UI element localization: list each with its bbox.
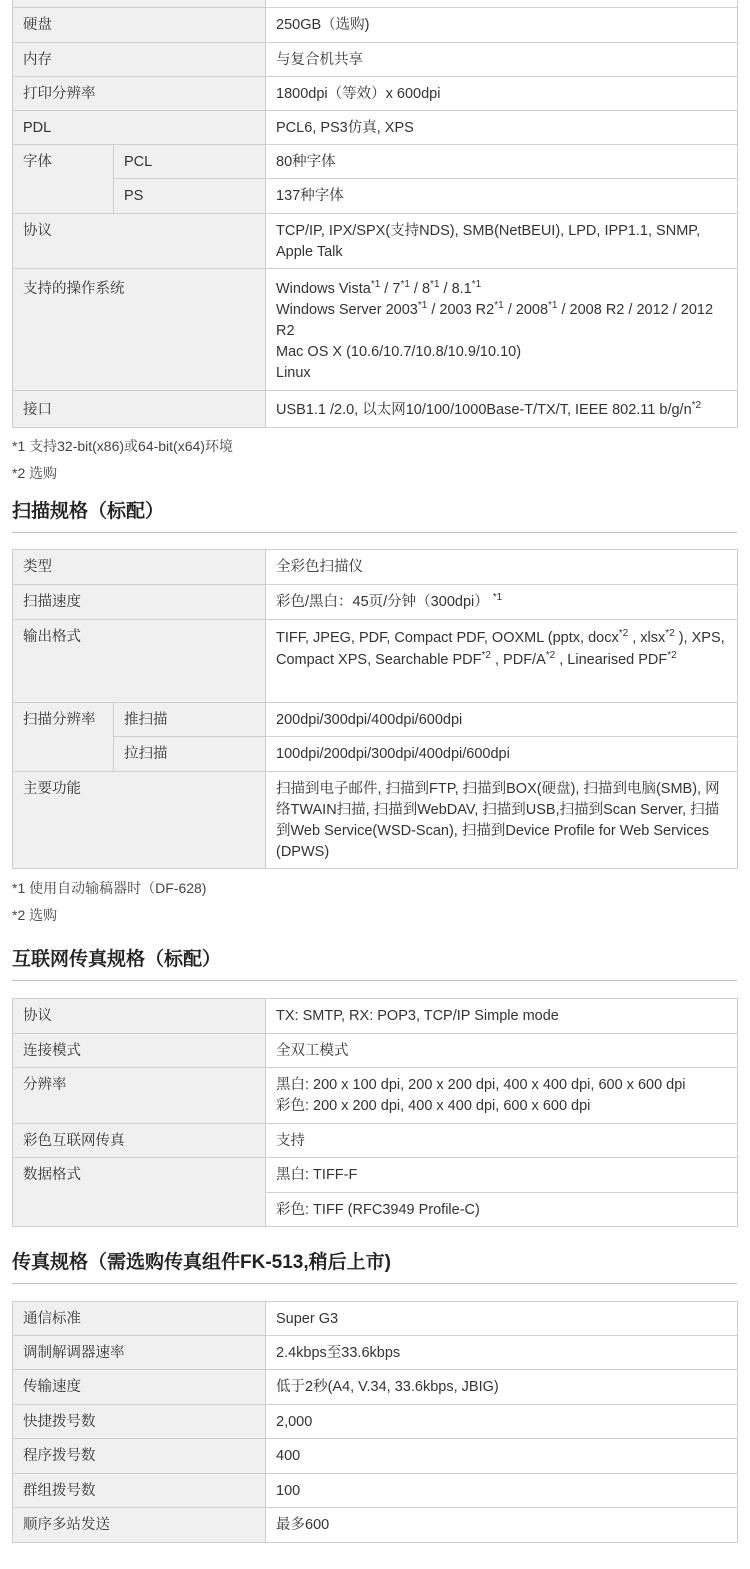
table-row [13,772,738,869]
table-row [13,1474,738,1508]
footnote: *2 选购 [12,907,58,923]
row-label: 调制解调器速率 [13,1336,266,1370]
table-row [13,214,738,269]
section-title: 传真规格（需选购传真组件FK-513,稍后上市) [12,1251,737,1284]
row-value: 250GB（选购) [266,8,738,43]
fax-spec-table [12,1301,738,1543]
row-value: 低于2秒(A4, V.34, 33.6kbps, JBIG) [266,1370,738,1405]
table-row [13,179,738,214]
row-label: 分辨率 [13,1068,266,1124]
row-label: 群组拨号数 [13,1474,266,1508]
row-label: 协议 [13,214,266,269]
table-row [13,1405,738,1439]
ifax-spec-table [12,998,738,1227]
os-line: Linux [276,365,311,381]
row-value: 黑白: TIFF-F [266,1158,738,1193]
row-label: 传输速度 [13,1370,266,1405]
footnote: *1 使用自动输稿器时（DF-628) [12,880,207,896]
sub-label: 拉扫描 [114,737,266,772]
row-value: Super G3 [266,1302,738,1336]
row-label: 硬盘 [13,8,266,43]
table-row [13,1158,738,1193]
row-value: 400 [266,1439,738,1474]
os-line: Windows Server 2003$^{*1}$ / 2003 R2$^{*1}$ / 2008$^{*1}$ / 2008 R2 / 2012 / 2012 R2 [276,300,714,339]
os-line: Mac OS X (10.6/10.7/10.8/10.9/10.10) [276,344,522,360]
table-row [13,1336,738,1370]
row-value: 2.4kbps至33.6kbps [266,1336,738,1370]
sub-label: PS [114,179,266,214]
row-value: 200dpi/300dpi/400dpi/600dpi [266,703,738,737]
row-label: 通信标准 [13,1302,266,1336]
row-label: 接口 [13,391,266,428]
row-value: 2,000 [266,1405,738,1439]
table-row [13,1068,738,1124]
row-label: 字体 [13,145,114,214]
sub-label: PCL [114,145,266,179]
row-label: 协议 [13,999,266,1034]
sub-label: 推扫描 [114,703,266,737]
row-label: 连接模式 [13,1034,266,1068]
row-label: 数据格式 [13,1158,266,1227]
table-row [13,43,738,77]
row-value: TIFF, JPEG, PDF, Compact PDF, OOXML (pptx, docx$^{*2}$ , xlsx$^{*2}$ ), XPS, Compact XPS, Searchable PDF$^{*2}$ , PDF/$A^{*2}$ , Linearised PDF$^{*2}$ [266,620,738,703]
row-label: 扫描速度 [13,585,266,620]
table-row [13,1124,738,1158]
table-row [13,391,738,428]
row-label: 输出格式 [13,620,266,703]
table-row [13,1302,738,1336]
table-row [13,145,738,179]
footnote: *2 选购 [12,465,58,481]
table-row [13,77,738,111]
row-label: 扫描分辨率 [13,703,114,772]
row-value [266,269,738,391]
row-value: 扫描到电子邮件, 扫描到FTP, 扫描到BOX(硬盘), 扫描到电脑(SMB), 网络TWAIN扫描, 扫描到WebDAV, 扫描到USB,扫描到Scan Server, 扫描到Web Service(WSD-Scan), 扫描到Device Profile for Web Services (DPWS) [266,772,738,869]
row-value: 80种字体 [266,145,738,179]
table-row [13,999,738,1034]
row-label: 程序拨号数 [13,1439,266,1474]
table-row [13,111,738,145]
row-value: 彩色/黑白：45页/分钟（300dpi） $^{*1}$ [266,585,738,620]
footnote: *1 支持32-bit(x86)或64-bit(x64)环境 [12,438,233,454]
table-row [13,703,738,737]
printer-spec-table [12,0,738,428]
row-label: 类型 [13,550,266,585]
scan-spec-table [12,549,738,869]
table-row [13,269,738,391]
table-row [13,737,738,772]
table-row [13,1370,738,1405]
row-value: TX: SMTP, RX: POP3, TCP/IP Simple mode [266,999,738,1034]
row-value: 100dpi/200dpi/300dpi/400dpi/600dpi [266,737,738,772]
row-value: TCP/IP, IPX/SPX(支持NDS), SMB(NetBEUI), LPD, IPP1.1, SNMP, Apple Talk [266,214,738,269]
table-row [13,8,738,43]
row-value: 全彩色扫描仪 [266,550,738,585]
row-value: 与复合机共享 [266,43,738,77]
row-label: 顺序多站发送 [13,1508,266,1543]
row-label: 支持的操作系统 [13,269,266,391]
table-row [13,1439,738,1474]
row-value: 137种字体 [266,179,738,214]
table-row [13,0,738,8]
row-value: PCL6, PS3仿真, XPS [266,111,738,145]
row-value: 最多600 [266,1508,738,1543]
row-value: 黑白: 200 x 100 dpi, 200 x 200 dpi, 400 x 400 dpi, 600 x 600 dpi 彩色: 200 x 200 dpi, 400 x 400 dpi, 600 x 600 dpi [266,1068,738,1124]
section-title: 扫描规格（标配） [12,500,737,533]
row-value: 1800dpi（等效）x 600dpi [266,77,738,111]
row-label: 内存 [13,43,266,77]
section-title: 互联网传真规格（标配） [12,948,737,981]
row-value: 彩色: TIFF (RFC3949 Profile-C) [266,1193,738,1227]
row-label: PDL [13,111,266,145]
row-label: 打印分辨率 [13,77,266,111]
table-row [13,585,738,620]
table-row [13,620,738,703]
row-value: USB1.1 /2.0, 以太网10/100/1000Base-T/TX/T, IEEE 802.11 $b/g/n^{*2}$ [266,391,738,428]
row-value: 支持 [266,1124,738,1158]
row-value: 100 [266,1474,738,1508]
table-row [13,1508,738,1543]
os-line: Windows Vista$^{*1}$ / 7$^{*1}$ / 8$^{*1}$ / 8.1$^{*1}$ [276,279,482,297]
table-row [13,1034,738,1068]
row-label: 彩色互联网传真 [13,1124,266,1158]
table-row [13,550,738,585]
row-value: 全双工模式 [266,1034,738,1068]
row-label: 快捷拨号数 [13,1405,266,1439]
row-label: 主要功能 [13,772,266,869]
